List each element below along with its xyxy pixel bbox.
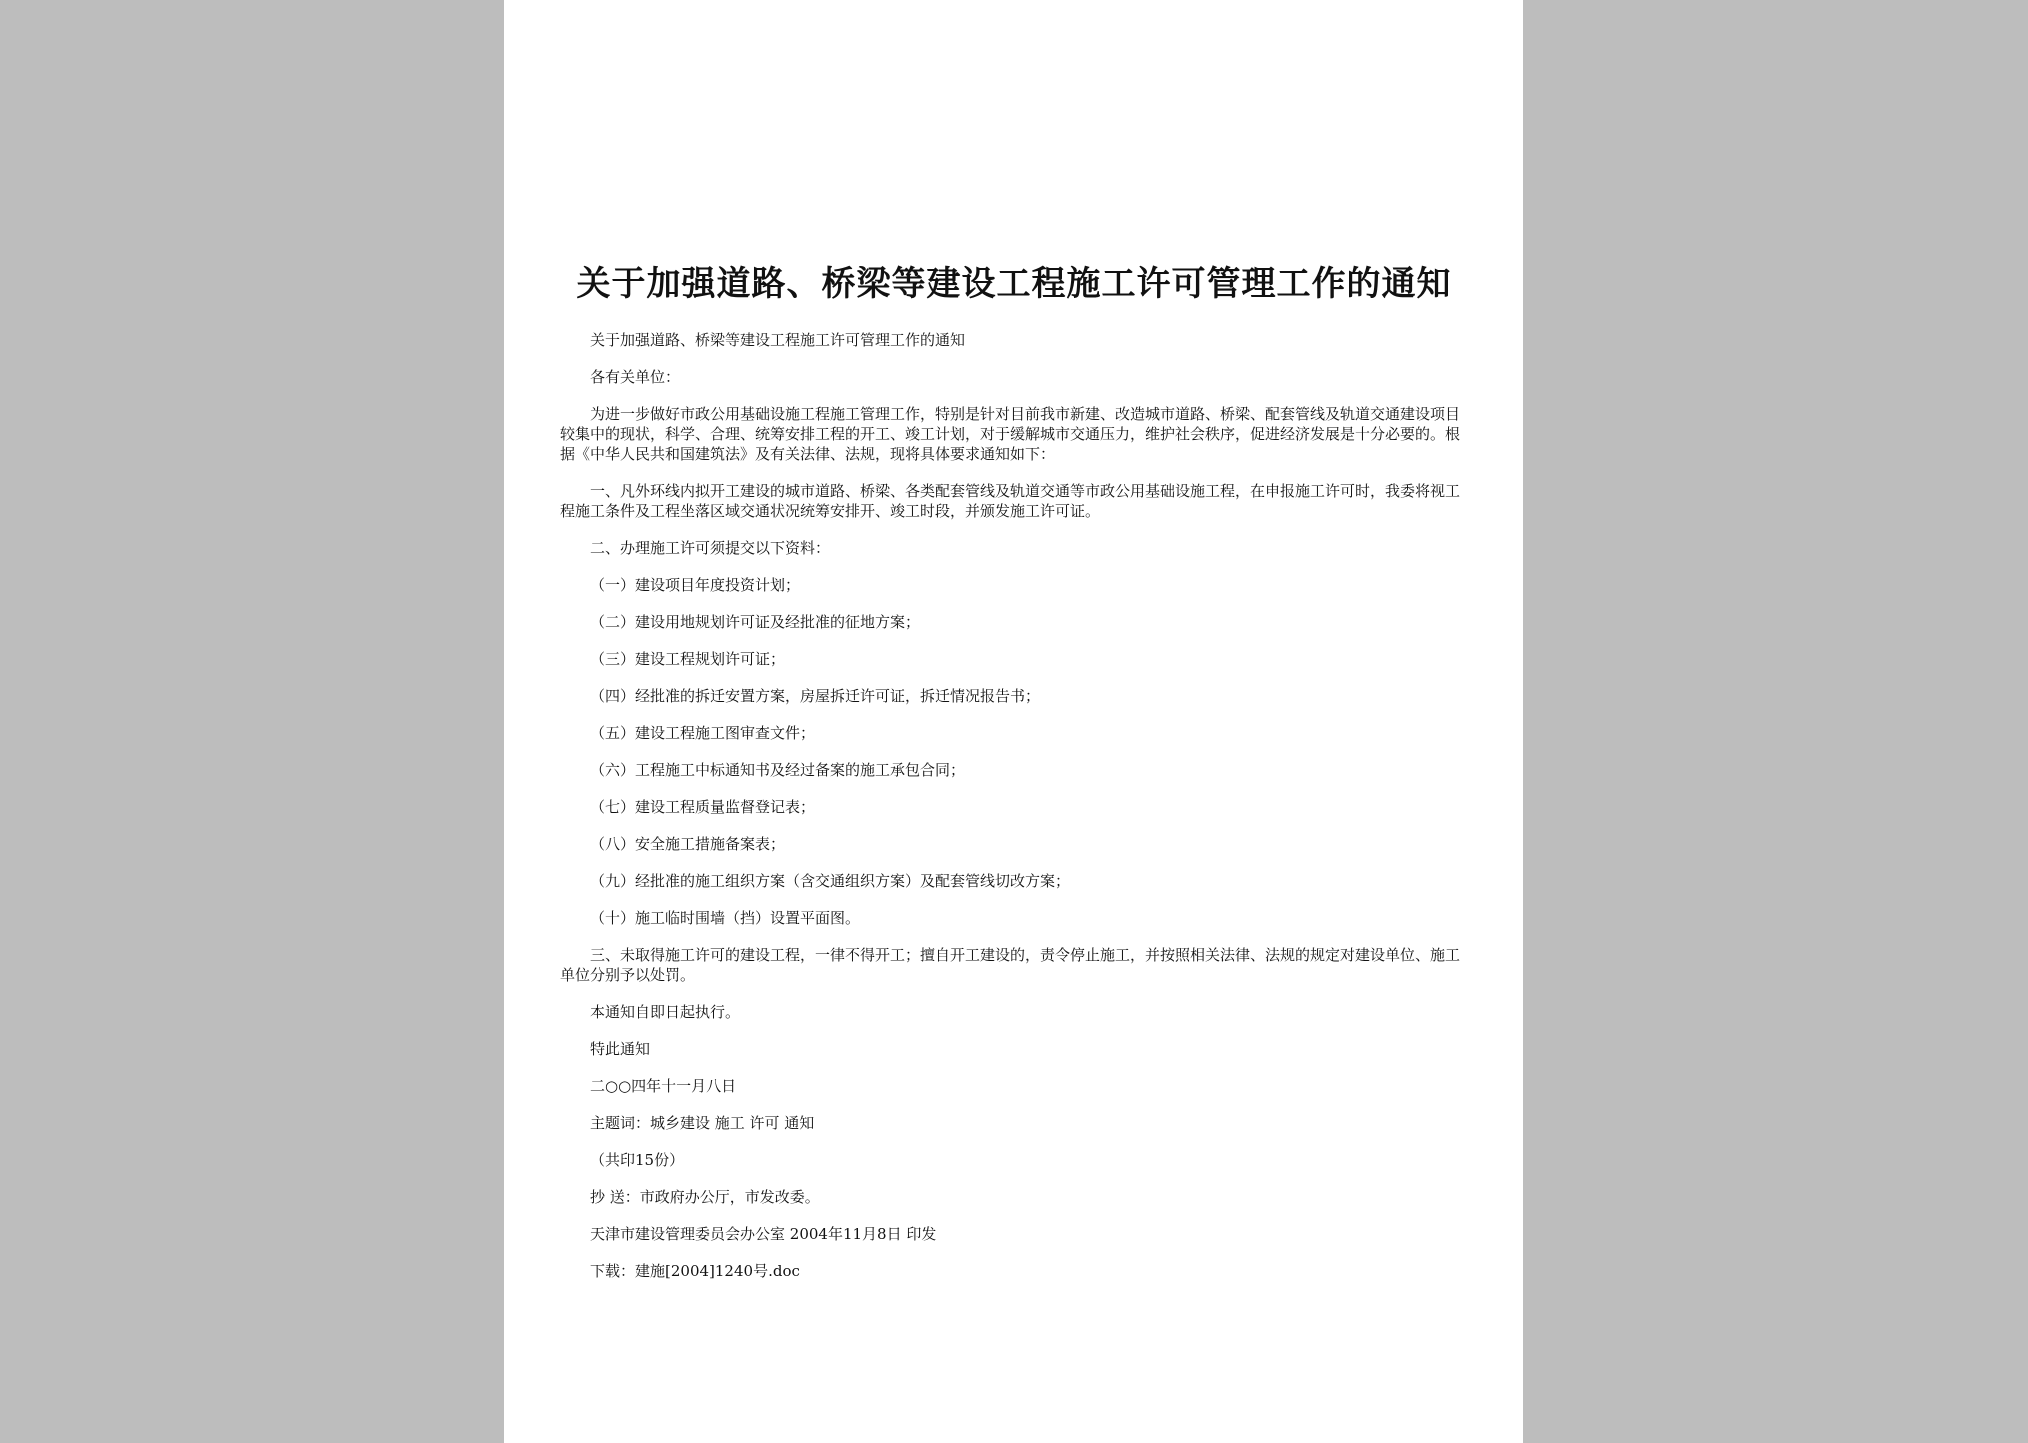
download-line <box>560 1261 1468 1281</box>
required-documents-list <box>560 575 1468 928</box>
download-label: 下载： <box>590 1262 636 1280</box>
list-item: （五）建设工程施工图审查文件； <box>590 724 816 742</box>
document-body <box>560 330 1468 1281</box>
document-content <box>560 262 1468 1298</box>
cc-recipients: 抄 送：市政府办公厅，市发改委。 <box>590 1188 820 1206</box>
list-item: （一）建设项目年度投资计划； <box>590 576 801 594</box>
document-subtitle: 关于加强道路、桥梁等建设工程施工许可管理工作的通知 <box>590 331 966 349</box>
salutation: 各有关单位： <box>590 368 681 386</box>
document-page <box>504 0 1523 1443</box>
download-file-link[interactable]: 建施[2004]1240号.doc <box>635 1262 800 1280</box>
list-item: （三）建设工程规划许可证； <box>590 650 786 668</box>
section-three: 三、未取得施工许可的建设工程，一律不得开工；擅自开工建设的，责令停止施工，并按照相关法律、法规的规定对建设单位、施工单位分别予以处罚。 <box>560 946 1461 984</box>
list-item: （八）安全施工措施备案表； <box>590 835 786 853</box>
list-item: （二）建设用地规划许可证及经批准的征地方案； <box>590 613 921 631</box>
intro-paragraph: 为进一步做好市政公用基础设施工程施工管理工作，特别是针对目前我市新建、改造城市道路、桥梁、配套管线及轨道交通建设项目较集中的现状，科学、合理、统筹安排工程的开工、竣工计划，对于缓解城市交通压力，维护社会秩序，促进经济发展是十分必要的。根据《中华人民共和国建筑法》及有关法律、法规，现将具体要求通知如下： <box>560 405 1461 463</box>
section-two-heading: 二、办理施工许可须提交以下资料： <box>590 539 831 557</box>
issuer-line: 天津市建设管理委员会办公室 2004年11月8日 印发 <box>590 1225 937 1243</box>
list-item: （六）工程施工中标通知书及经过备案的施工承包合同； <box>590 761 966 779</box>
document-title: 关于加强道路、桥梁等建设工程施工许可管理工作的通知 <box>576 264 1452 304</box>
list-item: （四）经批准的拆迁安置方案，房屋拆迁许可证，拆迁情况报告书； <box>590 687 1041 705</box>
document-date: 二○○四年十一月八日 <box>590 1077 737 1095</box>
section-one: 一、凡外环线内拟开工建设的城市道路、桥梁、各类配套管线及轨道交通等市政公用基础设施工程，在申报施工许可时，我委将视工程施工条件及工程坐落区域交通状况统筹安排开、竣工时段，并颁发施工许可证。 <box>560 482 1461 520</box>
list-item: （七）建设工程质量监督登记表； <box>590 798 816 816</box>
list-item: （九）经批准的施工组织方案（含交通组织方案）及配套管线切改方案； <box>590 872 1071 890</box>
notice-closing: 特此通知 <box>590 1040 651 1058</box>
list-item: （十）施工临时围墙（挡）设置平面图。 <box>590 909 861 927</box>
keywords: 主题词：城乡建设 施工 许可 通知 <box>590 1114 815 1132</box>
copy-count: （共印15份） <box>590 1151 685 1169</box>
effective-statement: 本通知自即日起执行。 <box>590 1003 741 1021</box>
